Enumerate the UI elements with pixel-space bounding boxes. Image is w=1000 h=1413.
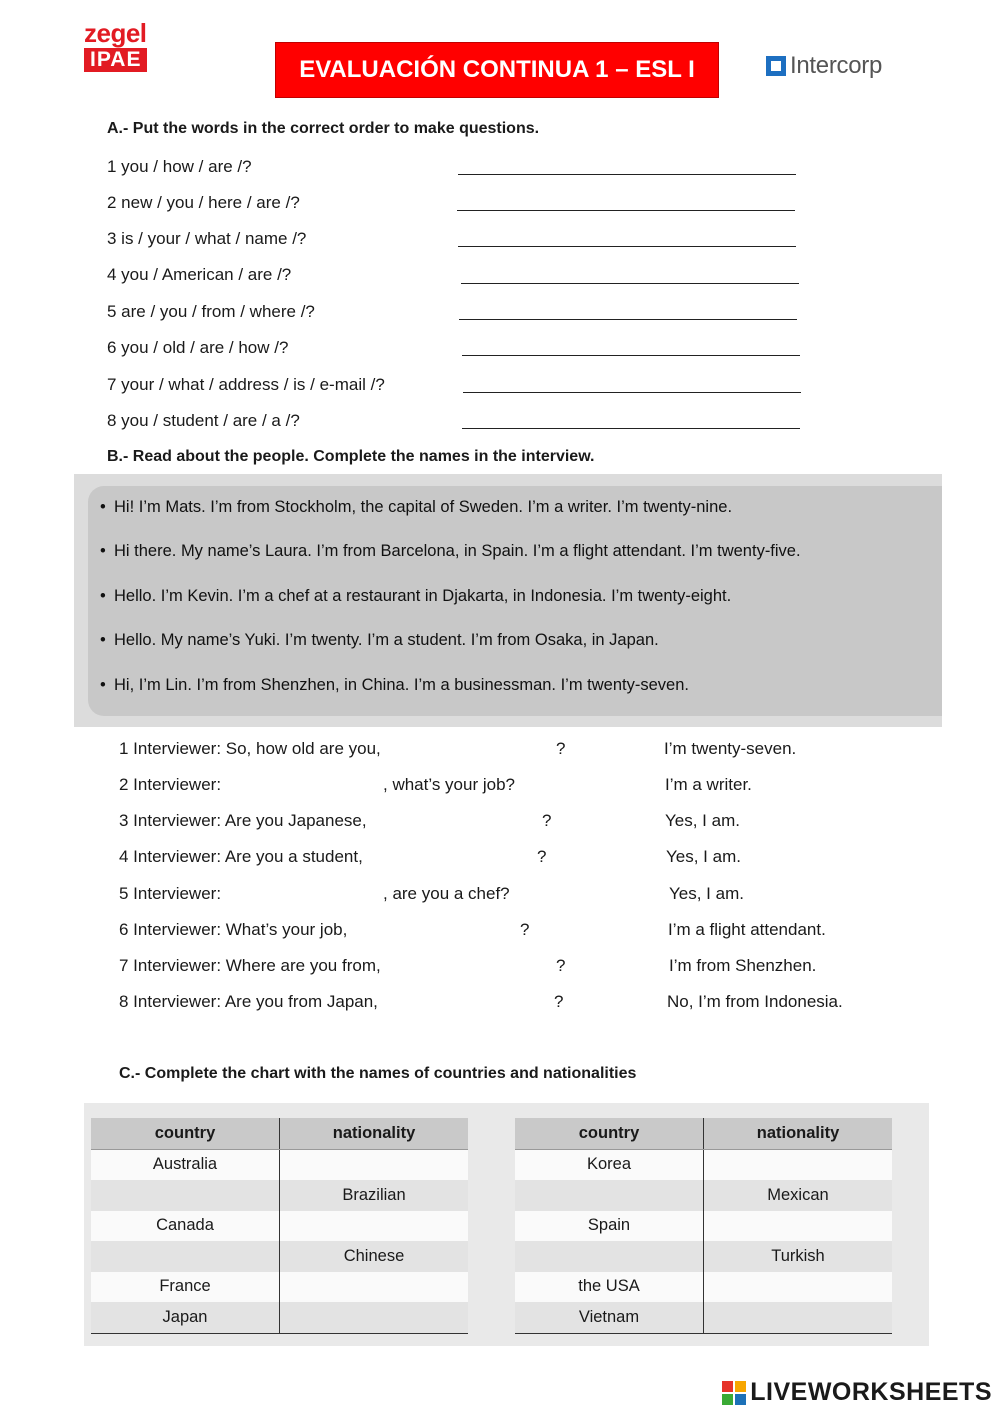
reading-panel [74,474,942,727]
table-row [515,1180,892,1211]
column-header-nationality: nationality [704,1118,893,1149]
interview-question-3: 3 Interviewer: Are you Japanese, [119,811,367,830]
nationality-cell[interactable]: Brazilian [280,1180,469,1211]
country-cell[interactable] [91,1180,280,1211]
logo-brand-bottom: IPAE [84,48,147,72]
country-cell[interactable]: Canada [91,1211,280,1242]
reading-text: Hello. My name’s Yuki. I’m twenty. I’m a student. I’m from Osaka, in Japan. [114,631,659,649]
answer-blank-a-7[interactable] [463,392,801,393]
question-a-5: 5 are / you / from / where /? [107,302,315,321]
liveworksheets-watermark [722,1378,992,1407]
interview-question-6: 6 Interviewer: What’s your job, [119,920,348,939]
interview-answer-8: No, I’m from Indonesia. [667,992,843,1011]
bullet-icon: • [100,498,106,516]
question-a-6: 6 you / old / are / how /? [107,338,289,357]
reading-text: Hi there. My name’s Laura. I’m from Barcelona, in Spain. I’m a flight attendant. I’m twenty-five. [114,542,801,560]
interview-question-8: 8 Interviewer: Are you from Japan, [119,992,378,1011]
nationality-cell[interactable] [704,1211,893,1242]
country-cell[interactable]: Japan [91,1302,280,1333]
question-a-8: 8 you / student / are / a /? [107,411,300,430]
intercorp-logo [766,52,882,80]
interview-question-2: 2 Interviewer: [119,775,222,794]
logo-brand-top: zegel [84,18,147,48]
interview-question-5: 5 Interviewer: [119,884,222,903]
watermark-text: LIVEWORKSHEETS [750,1378,992,1406]
intercorp-square-icon [766,56,786,76]
interview-answer-6: I’m a flight attendant. [668,920,826,939]
bullet-icon: • [100,676,106,694]
interview-end-2: , what’s your job? [383,775,515,794]
table-row [91,1302,468,1333]
reading-item [100,498,733,517]
question-a-2: 2 new / you / here / are /? [107,193,300,212]
country-cell[interactable]: Spain [515,1211,704,1242]
answer-blank-a-2[interactable] [457,210,795,211]
country-cell[interactable]: Korea [515,1149,704,1180]
interview-answer-1: I’m twenty-seven. [664,739,797,758]
reading-item [100,631,659,650]
bullet-icon: • [100,631,106,649]
country-cell[interactable] [515,1180,704,1211]
reading-text: Hi! I’m Mats. I’m from Stockholm, the capital of Sweden. I’m a writer. I’m twenty-nine. [114,498,733,516]
interview-end-6: ? [520,920,530,939]
reading-text: Hello. I’m Kevin. I’m a chef at a restaurant in Djakarta, in Indonesia. I’m twenty-eight. [114,587,732,605]
logo-square [722,1381,733,1392]
country-cell[interactable] [91,1241,280,1272]
nationality-cell[interactable] [280,1149,469,1180]
nationality-cell[interactable] [704,1272,893,1303]
interview-end-7: ? [556,956,566,975]
interview-question-1: 1 Interviewer: So, how old are you, [119,739,381,758]
interview-question-4: 4 Interviewer: Are you a student, [119,847,363,866]
interview-end-5: , are you a chef? [383,884,510,903]
country-cell[interactable]: France [91,1272,280,1303]
table-row [91,1211,468,1242]
page-title: EVALUACIÓN CONTINUA 1 – ESL I [276,43,718,97]
bullet-icon: • [100,587,106,605]
table-row [515,1272,892,1303]
reading-item [100,676,689,695]
answer-blank-a-1[interactable] [458,174,796,175]
reading-item [100,587,732,606]
interview-end-8: ? [554,992,564,1011]
section-c-title: C.- Complete the chart with the names of countries and nationalities [119,1065,637,1082]
liveworksheets-logo-icon [722,1381,746,1405]
interview-end-4: ? [537,847,547,866]
table-row [91,1180,468,1211]
logo-square [722,1394,733,1405]
nationality-cell[interactable]: Chinese [280,1241,469,1272]
reading-panel-inner [88,486,942,716]
table-row [515,1211,892,1242]
column-header-nationality: nationality [280,1118,469,1149]
interview-answer-7: I’m from Shenzhen. [669,956,817,975]
table-row [91,1241,468,1272]
nationality-cell[interactable] [704,1302,893,1333]
question-a-7: 7 your / what / address / is / e-mail /? [107,375,385,394]
country-cell[interactable] [515,1241,704,1272]
table-row [515,1149,892,1180]
answer-blank-a-3[interactable] [458,246,796,247]
logo-square [735,1394,746,1405]
answer-blank-a-6[interactable] [462,355,800,356]
reading-text: Hi, I’m Lin. I’m from Shenzhen, in China. I’m a businessman. I’m twenty-seven. [114,676,689,694]
logo-square [735,1381,746,1392]
answer-blank-a-8[interactable] [462,428,800,429]
nationality-cell[interactable] [280,1272,469,1303]
question-a-4: 4 you / American / are /? [107,265,292,284]
question-a-3: 3 is / your / what / name /? [107,229,307,248]
zegel-ipae-logo [84,20,147,72]
table-row [91,1149,468,1180]
chart-table-right [515,1118,892,1334]
interview-answer-4: Yes, I am. [666,847,741,866]
country-cell[interactable]: the USA [515,1272,704,1303]
nationality-cell[interactable] [704,1149,893,1180]
chart-table-left [91,1118,468,1334]
intercorp-logo-text: Intercorp [790,52,883,79]
table-row [515,1241,892,1272]
nationality-cell[interactable]: Turkish [704,1241,893,1272]
table-row [515,1302,892,1333]
question-a-1: 1 you / how / are /? [107,157,252,176]
interview-end-1: ? [556,739,566,758]
answer-blank-a-5[interactable] [459,319,797,320]
interview-end-3: ? [542,811,552,830]
country-cell[interactable]: Vietnam [515,1302,704,1333]
nationality-cell[interactable] [280,1302,469,1333]
interview-answer-3: Yes, I am. [665,811,740,830]
bullet-icon: • [100,542,106,560]
section-a-title: A.- Put the words in the correct order to make questions. [107,120,540,137]
reading-item [100,542,801,561]
nationality-cell[interactable]: Mexican [704,1180,893,1211]
interview-answer-2: I’m a writer. [665,775,752,794]
section-b-title: B.- Read about the people. Complete the names in the interview. [107,448,595,465]
column-header-country: country [515,1118,704,1149]
answer-blank-a-4[interactable] [461,283,799,284]
interview-answer-5: Yes, I am. [669,884,744,903]
nationality-cell[interactable] [280,1211,469,1242]
country-cell[interactable]: Australia [91,1149,280,1180]
table-row [91,1272,468,1303]
column-header-country: country [91,1118,280,1149]
interview-question-7: 7 Interviewer: Where are you from, [119,956,381,975]
